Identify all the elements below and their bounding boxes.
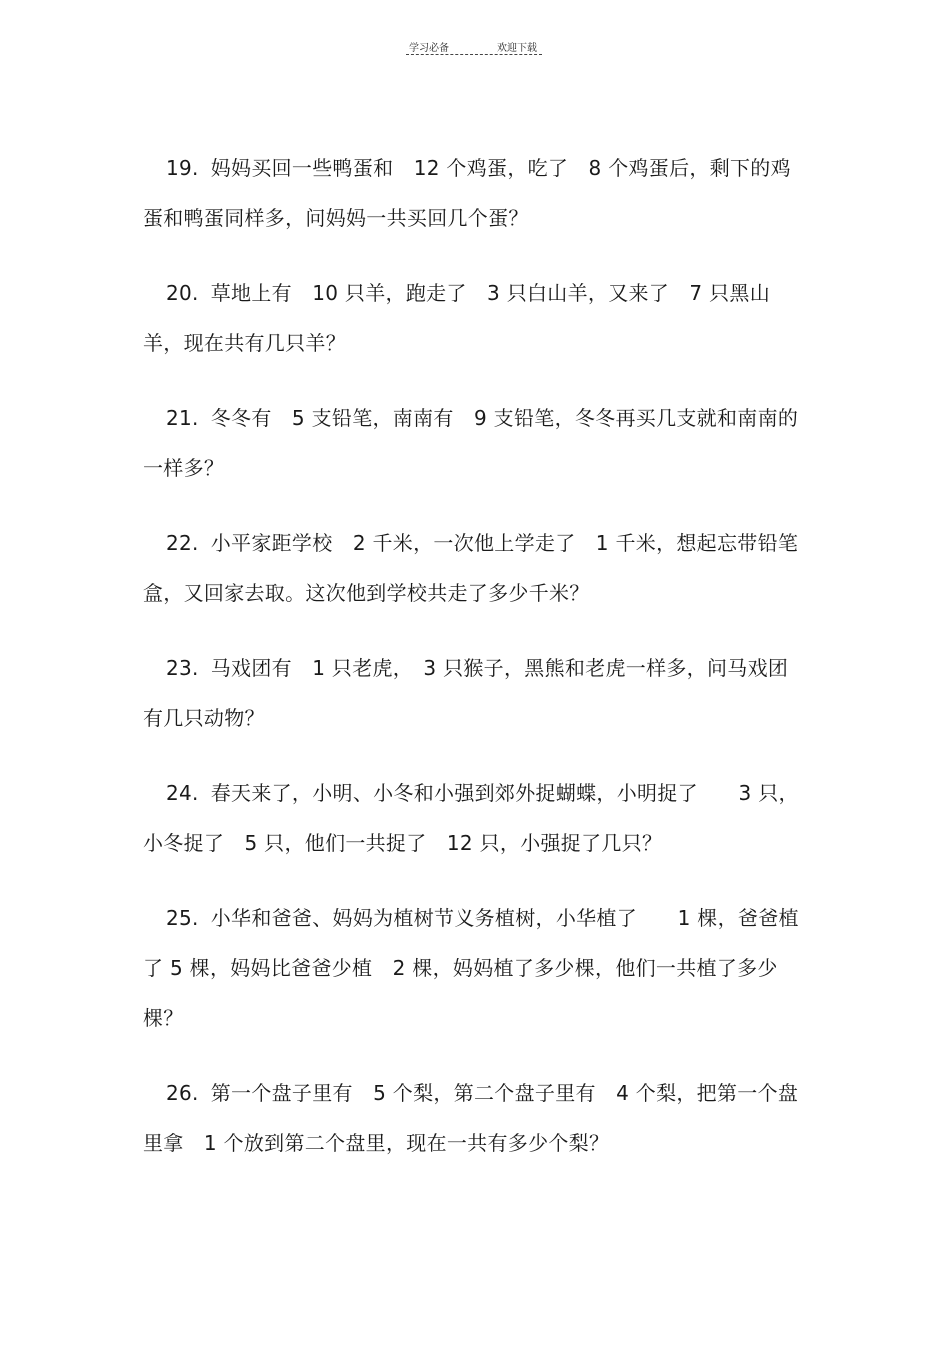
problem-number: 24. — [166, 781, 199, 805]
header-divider — [406, 54, 542, 55]
problem-number: 20. — [166, 281, 199, 305]
problem-text: 马戏团有 1 只老虎， 3 只猴子，黑熊和老虎一样多，问马戏团有几只动物？ — [143, 656, 789, 730]
problem-number: 19. — [166, 156, 199, 180]
problem-text: 小平家距学校 2 千米，一次他上学走了 1 千米，想起忘带铅笔盒，又回家去取。这次他到学校共走了多少千米？ — [143, 531, 799, 605]
problem-26 — [143, 1068, 808, 1168]
problem-text: 冬冬有 5 支铅笔，南南有 9 支铅笔，冬冬再买几支就和南南的一样多？ — [143, 406, 799, 480]
problem-23 — [143, 643, 808, 743]
problem-number: 25. — [166, 906, 199, 930]
problem-number: 26. — [166, 1081, 199, 1105]
problem-text: 草地上有 10 只羊，跑走了 3 只白山羊，又来了 7 只黑山羊，现在共有几只羊？ — [143, 281, 770, 355]
problem-number: 21. — [166, 406, 199, 430]
header-left-text: 学习必备 — [409, 43, 449, 54]
problem-20 — [143, 268, 808, 368]
problem-list — [143, 143, 808, 1193]
problem-text: 小华和爸爸、妈妈为植树节义务植树，小华植了 1 棵，爸爸植了 5 棵，妈妈比爸爸少植 2 棵，妈妈植了多少棵，他们一共植了多少棵？ — [143, 906, 799, 1030]
problem-text: 春天来了，小明、小冬和小强到郊外捉蝴蝶，小明捉了 3 只，小冬捉了 5 只，他们一共捉了 12 只，小强捉了几只？ — [143, 781, 799, 855]
problem-21 — [143, 393, 808, 493]
problem-24 — [143, 768, 808, 868]
problem-25 — [143, 893, 808, 1043]
header-right-text: 欢迎下载 — [497, 43, 537, 54]
problem-22 — [143, 518, 808, 618]
problem-text: 第一个盘子里有 5 个梨，第二个盘子里有 4 个梨，把第一个盘里拿 1 个放到第二个盘里，现在一共有多少个梨？ — [143, 1081, 799, 1155]
problem-number: 22. — [166, 531, 199, 555]
problem-19 — [143, 143, 808, 243]
problem-text: 妈妈买回一些鸭蛋和 12 个鸡蛋，吃了 8 个鸡蛋后，剩下的鸡蛋和鸭蛋同样多，问妈妈一共买回几个蛋？ — [143, 156, 791, 230]
problem-number: 23. — [166, 656, 199, 680]
page-header — [406, 38, 542, 58]
